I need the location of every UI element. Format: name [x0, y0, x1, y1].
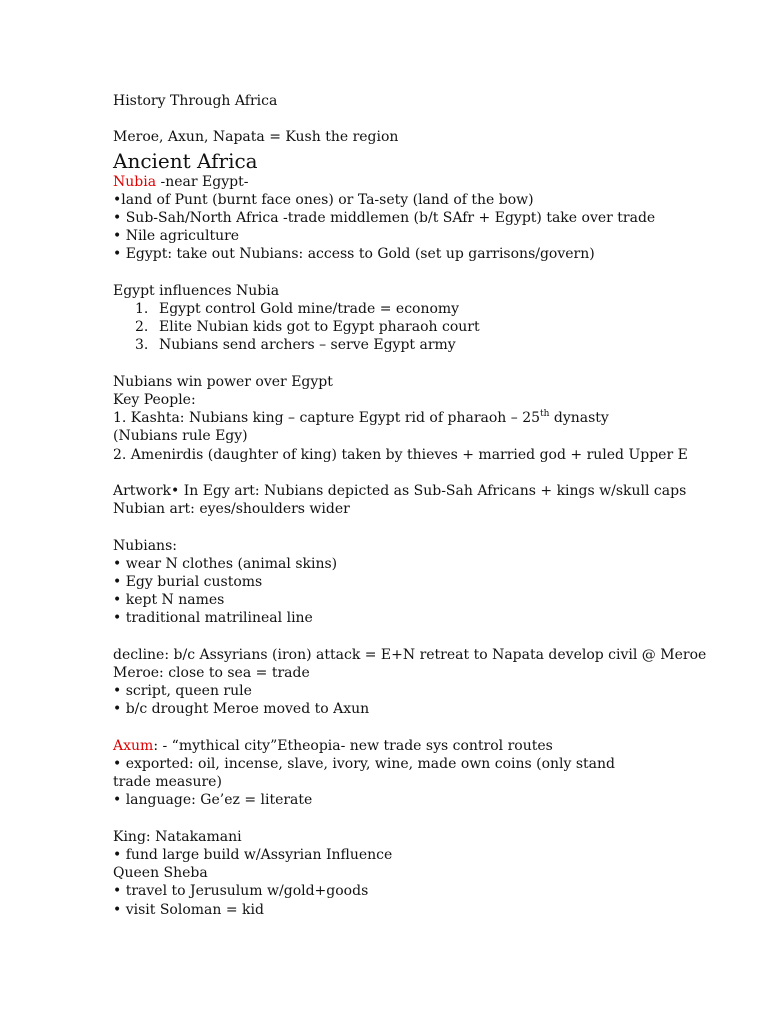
list-item: 1. Egypt control Gold mine/trade = economy: [135, 301, 460, 317]
sheba-bullet: • travel to Jerusulum w/gold+goods: [113, 883, 369, 900]
nubians-bullet: • Egy burial customs: [113, 574, 263, 590]
nubia-bullet: • Sub-Sah/North Africa -trade middlemen (b/t SAfr + Egypt) take over trade: [113, 210, 656, 226]
kush-line: Meroe, Axun, Napata = Kush the region: [113, 129, 399, 146]
nubians-bullet: • kept N names: [113, 592, 225, 609]
king-bullet: • fund large build w/Assyrian Influence: [113, 847, 393, 863]
notes-body: [113, 92, 707, 919]
nubia-line: [113, 173, 653, 191]
axum-language: • language: Ge’ez = literate: [113, 792, 313, 809]
sheba-bullet: • visit Soloman = kid: [113, 901, 264, 918]
amenirdis-entry: 2. Amenirdis (daughter of king) taken by thieves + married god + ruled Upper E: [113, 446, 688, 463]
power-title: Nubians win power over Egypt: [113, 373, 333, 390]
kashta-entry: 1. Kashta: Nubians king – capture Egypt rid of pharaoh – 25th dynasty (Nubians rule Egy): [113, 409, 609, 445]
king-title: King: Natakamani: [113, 828, 242, 845]
list-item: 2. Elite Nubian kids got to Egypt pharaoh court: [135, 319, 480, 336]
axum-line: [113, 737, 653, 755]
decline-line: Meroe: close to sea = trade: [113, 665, 310, 681]
nubia-bullet: • Egypt: take out Nubians: access to Gold (set up garrisons/govern): [113, 246, 595, 263]
axum-rest: : - “mythical city”Etheopia- new trade sys control routes: [153, 737, 553, 754]
nubia-bullet: • Nile agriculture: [113, 228, 240, 245]
sheba-title: Queen Sheba: [113, 865, 208, 882]
decline-line: • b/c drought Meroe moved to Axun: [113, 701, 370, 718]
nubia-label: Nubia: [113, 173, 157, 190]
nubians-title: Nubians:: [113, 537, 177, 554]
axum-label: Axum: [113, 737, 154, 754]
axum-exported: • exported: oil, incense, slave, ivory, wine, made own coins (only stand trade measure): [113, 756, 616, 791]
key-people-label: Key People:: [113, 392, 196, 408]
list-item: 3. Nubians send archers – serve Egypt army: [135, 337, 456, 354]
decline-line: • script, queen rule: [113, 683, 252, 700]
nubians-bullet: • wear N clothes (animal skins): [113, 555, 338, 572]
document-title: History Through Africa: [113, 93, 278, 109]
section-heading: Ancient Africa: [113, 148, 258, 173]
artwork-line: Artwork• In Egy art: Nubians depicted as Sub-Sah Africans + kings w/skull caps: [113, 483, 687, 499]
influence-title: Egypt influences Nubia: [113, 282, 280, 299]
nubia-bullet: •land of Punt (burnt face ones) or Ta-sety (land of the bow): [113, 191, 534, 208]
nubians-bullet: • traditional matrilineal line: [113, 610, 313, 627]
decline-line: decline: b/c Assyrians (iron) attack = E+N retreat to Napata develop civil @ Meroe: [113, 646, 707, 663]
nubia-rest: -near Egypt-: [156, 173, 249, 190]
artwork-line: Nubian art: eyes/shoulders wider: [113, 501, 350, 518]
